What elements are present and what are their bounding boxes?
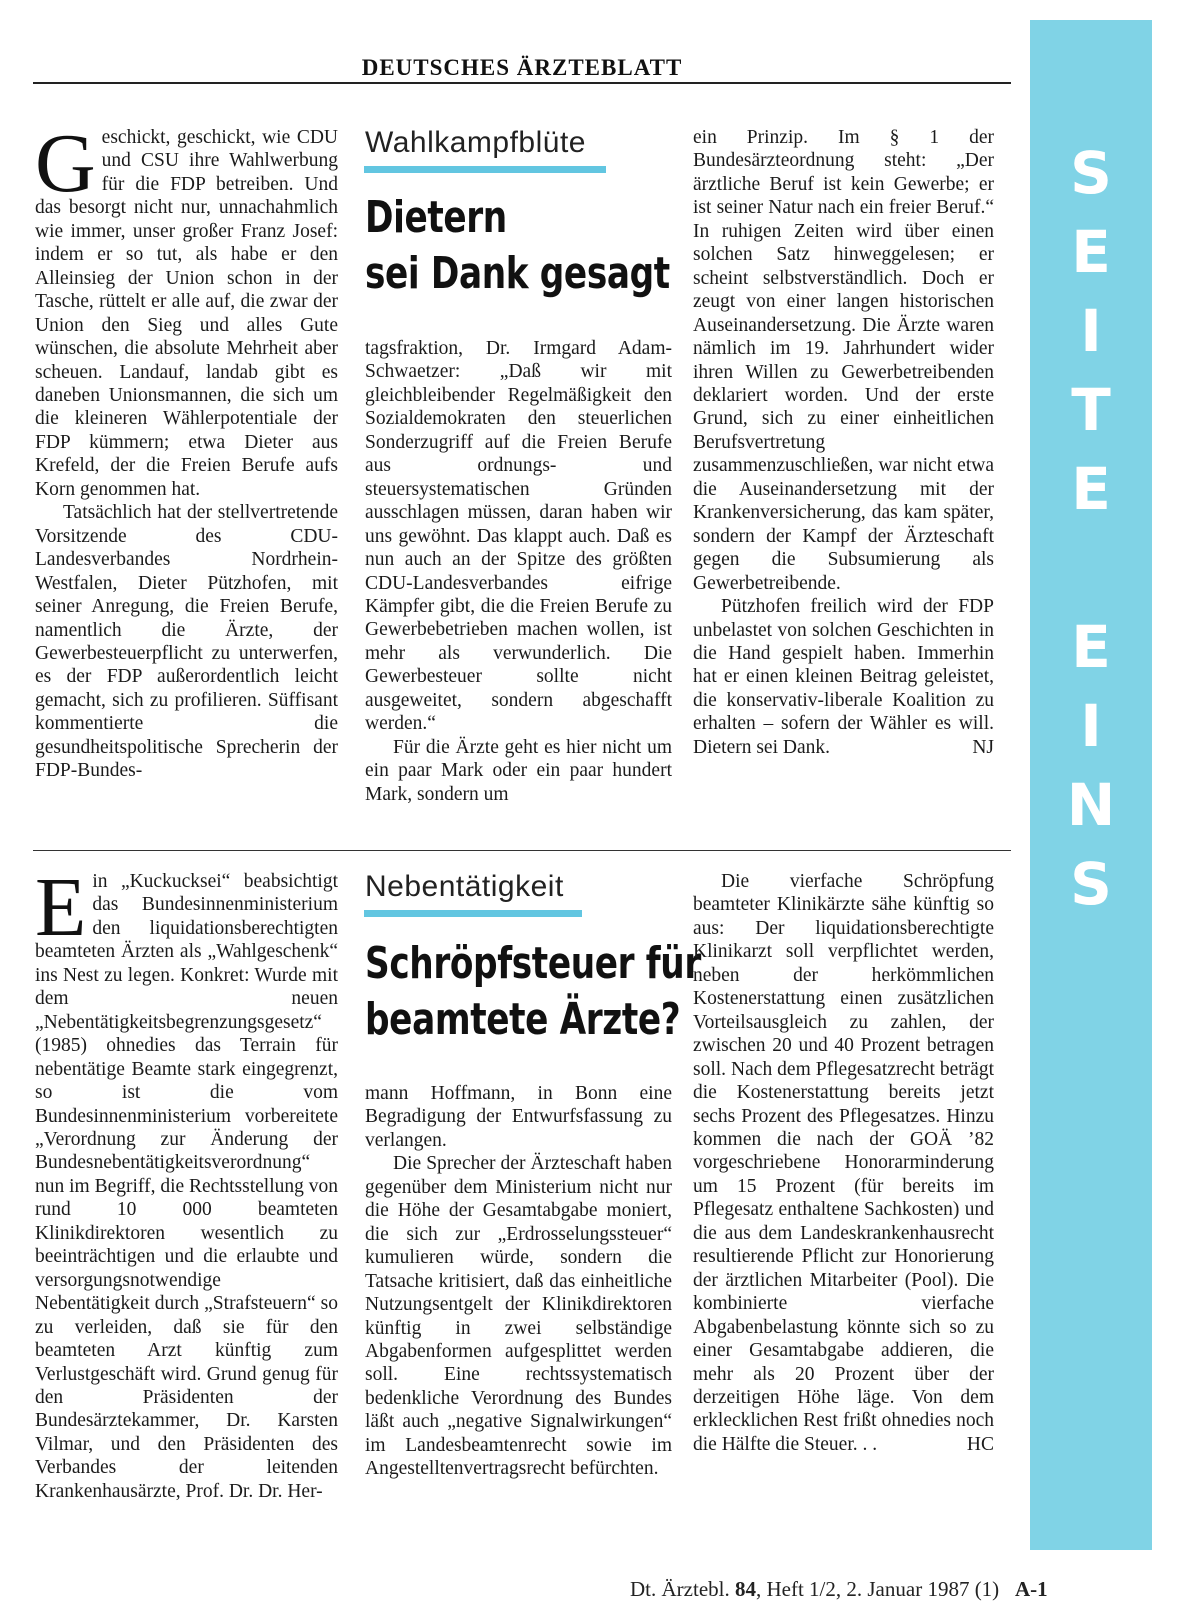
sidebar-letter: T [1071, 376, 1111, 444]
masthead-rule [33, 82, 1011, 84]
article1-paragraph: Pützhofen freilich wird der FDP unbelastet von solchen Geschichten in die Hand gespielt haben. Immerhin hat er einen kleinen Beitrag geleistet, die konservativ-liberale Koalition zu erhalten – sofern der Wähler es will. Dietern sei Dank. [693, 596, 994, 758]
article2-headline-line2: beamtete Ärzte? [365, 994, 681, 1045]
article2-column-1 [35, 861, 338, 1503]
article2-signature: HC [966, 1433, 994, 1455]
sidebar-letter: I [1080, 297, 1102, 365]
article1-paragraph: Für die Ärzte geht es hier nicht um ein paar Mark oder ein paar hundert Mark, sondern um [365, 736, 672, 805]
article1-paragraph: eschickt, geschickt, wie CDU und CSU ihre Wahlwerbung für die FDP betreiben. Und das besorgt nicht nur, unnachahmlich wie immer, unser großer Franz Josef: indem er so tut, als habe er den Alleinsieg der Union schon in der Tasche, rüttelt er alle auf, die zwar der Union den Sieg und alles Gute wünschen, die absolute Mehrheit aber scheuen. Landauf, landab gibt es daneben Unionsmannen, die sich um die kleineren Wählerpotentiale der FDP kümmern; etwa Dieter aus Krefeld, der die Freien Berufe aufs Korn genommen hat. [35, 127, 338, 500]
sidebar-letter: E [1071, 218, 1111, 286]
article2-paragraph: in „Kuckucksei“ beabsichtigt das Bundesinnenministerium den liquidationsberechtigten beamteten Ärzten als „Wahlgeschenk“ ins Nest zu legen. Konkret: Wurde mit dem neuen „Nebentätigkeitsbegrenzungsgesetz“ (1985) ohnedies das Terrain für nebentätige Beamte stark eingegrenzt, so ist die vom Bundesinnenministerium vorbereitete „Verordnung zur Änderung der Bundesnebentätigkeitsverordnung“ nun im Begriff, die Rechtsstellung von rund 10 000 beamteten Klinikdirektoren wesentlich zu beeinträchtigen und die erlaubte und versorgungsnotwendige Nebentätigkeit durch „Strafsteuern“ so zu verleiden, daß sie für den beamteten Arzt künftig zum Verlustgeschäft wird. Grund genug für den Präsidenten der Bundesärztekammer, Dr. Karsten Vilmar, und den Präsidenten des Verbandes der leitenden Krankenhausärzte, Prof. Dr. Dr. Her- [35, 871, 338, 1502]
article1-headline-line2: sei Dank gesagt [365, 248, 670, 299]
sidebar-label [1030, 134, 1152, 924]
footer-issue: , Heft 1/2, 2. Januar 1987 (1) [755, 1577, 1000, 1601]
sidebar-letter: S [1070, 139, 1112, 207]
article2-column-3 [693, 870, 994, 1456]
article2-kicker-bar [364, 910, 582, 917]
sidebar-letter: E [1071, 455, 1111, 523]
article2-headline-line1: Schröpfsteuer für [365, 938, 701, 989]
sidebar-banner [1030, 20, 1152, 1550]
section-divider [33, 850, 1011, 851]
article2-paragraph: Die vierfache Schröpfung beamteter Klinikärzte sähe künftig so aus: Der liquidationsberechtigte Klinikarzt soll verpflichtet werden, neben der herkömmlichen Kostenerstattung einen zusätzlichen Vorteilsausgleich zu zahlen, der zwischen 20 und 40 Prozent betragen soll. Nach dem Pflegesatzrecht beträgt die Kostenerstattung bereits jetzt sechs Prozent des Pflegesatzes. Hinzu kommen die nach der GOÄ ’82 vorgeschriebene Honorarminderung um 15 Prozent (für bereits im Pflegesatz enthaltene Sachkosten) und die aus dem Landeskrankenhausrecht resultierende Pflicht zur Honorierung der ärztlichen Mitarbeiter (Pool). Die kombinierte vierfache Abgabenbelastung könnte sich so zu einer Gesamtabgabe addieren, die mehr als 20 Prozent über der derzeitigen Höhe läge. Von dem erklecklichen Rest frißt ohnedies noch die Hälfte die Steuer. . . [693, 871, 994, 1455]
footer-page-number: A-1 [1014, 1577, 1048, 1601]
article2-kicker: Nebentätigkeit [365, 870, 564, 903]
sidebar-letter: S [1070, 850, 1112, 918]
article1-signature: NJ [972, 736, 994, 758]
article1-column-3 [693, 126, 994, 759]
sidebar-letter: I [1080, 692, 1102, 760]
sidebar-letter: N [1066, 771, 1116, 839]
masthead: DEUTSCHES ÄRZTEBLATT [361, 55, 683, 80]
article1-paragraph: Tatsächlich hat der stellvertretende Vorsitzende des CDU-Landesverbandes Nordrhein-Westfalen, Dieter Pützhofen, mit seiner Anregung, die Freien Berufe, namentlich die Ärzte, der Gewerbesteuerpflicht zu unterwerfen, es der FDP außerordentlich leicht gemacht, sich zu profilieren. Süffisant kommentierte die gesundheitspolitische Sprecherin der FDP-Bundes- [35, 502, 338, 782]
article1-kicker-bar [364, 166, 606, 173]
article1-column-1 [35, 117, 338, 783]
article1-headline-line1: Dietern [365, 192, 507, 243]
article1-column-2 [365, 337, 672, 806]
page-footer [630, 1577, 1048, 1602]
drop-cap: G [35, 117, 96, 210]
footer-journal: Dt. Ärztebl. [630, 1577, 730, 1601]
drop-cap: E [35, 861, 87, 954]
article1-paragraph: tagsfraktion, Dr. Irmgard Adam-Schwaetzer: „Daß wir mit gleichbleibender Regelmäßigkeit den Sozialdemokraten den steuerlichen Sonderzugriff auf die Freien Berufe aus ordnungs- und steuersystematischen Gründen ausschlagen müssen, daran haben wir uns gewöhnt. Das klappt auch. Daß es nun auch an der Spitze des größten CDU-Landesverbandes eifrige Kämpfer gibt, die die Freien Berufe zu Gewerbebetrieben machen wollen, ist mehr als verwunderlich. Die Gewerbesteuer sollte nicht ausgeweitet, sondern abgeschafft werden.“ [365, 338, 672, 735]
article2-column-2 [365, 1082, 672, 1481]
article2-paragraph: mann Hoffmann, in Bonn eine Begradigung der Entwurfsfassung zu verlangen. [365, 1083, 672, 1151]
article1-paragraph: ein Prinzip. Im § 1 der Bundesärzteordnung steht: „Der ärztliche Beruf ist kein Gewerbe; er ist seiner Natur nach ein freier Beruf.“ In ruhigen Zeiten wird über einen solchen Satz hinweggelesen; er scheint selbstverständlich. Doch er zeugt von einer langen historischen Auseinandersetzung. Die Ärzte waren nämlich im 19. Jahrhundert wider ihren Willen zu Gewerbetreibenden deklariert worden. Und der erste Grund, sich zu einer einheitlichen Berufsvertretung zusammenzuschließen, war nicht etwa die Auseinandersetzung mit der Krankenversicherung, das kam später, sondern der Kampf der Ärzteschaft gegen die Subsumierung als Gewerbetreibende. [693, 127, 994, 594]
article1-kicker: Wahlkampfblüte [365, 126, 586, 159]
article2-paragraph: Die Sprecher der Ärzteschaft haben gegenüber dem Ministerium nicht nur die Höhe der Gesamtabgabe moniert, die sich zur „Erdrosselungssteuer“ kumulieren würde, sondern die Tatsache kritisiert, daß das einheitliche Nutzungsentgelt der Klinikdirektoren künftig in zwei selbständige Abgabenformen aufgesplittet werden soll. Eine rechtssystematisch bedenkliche Verordnung des Bundes läßt auch „negative Signalwirkungen“ im Landesbeamtenrecht sowie im Angestelltenvertragsrecht befürchten. [365, 1153, 672, 1480]
sidebar-letter: E [1071, 613, 1111, 681]
footer-volume: 84 [734, 1577, 756, 1601]
